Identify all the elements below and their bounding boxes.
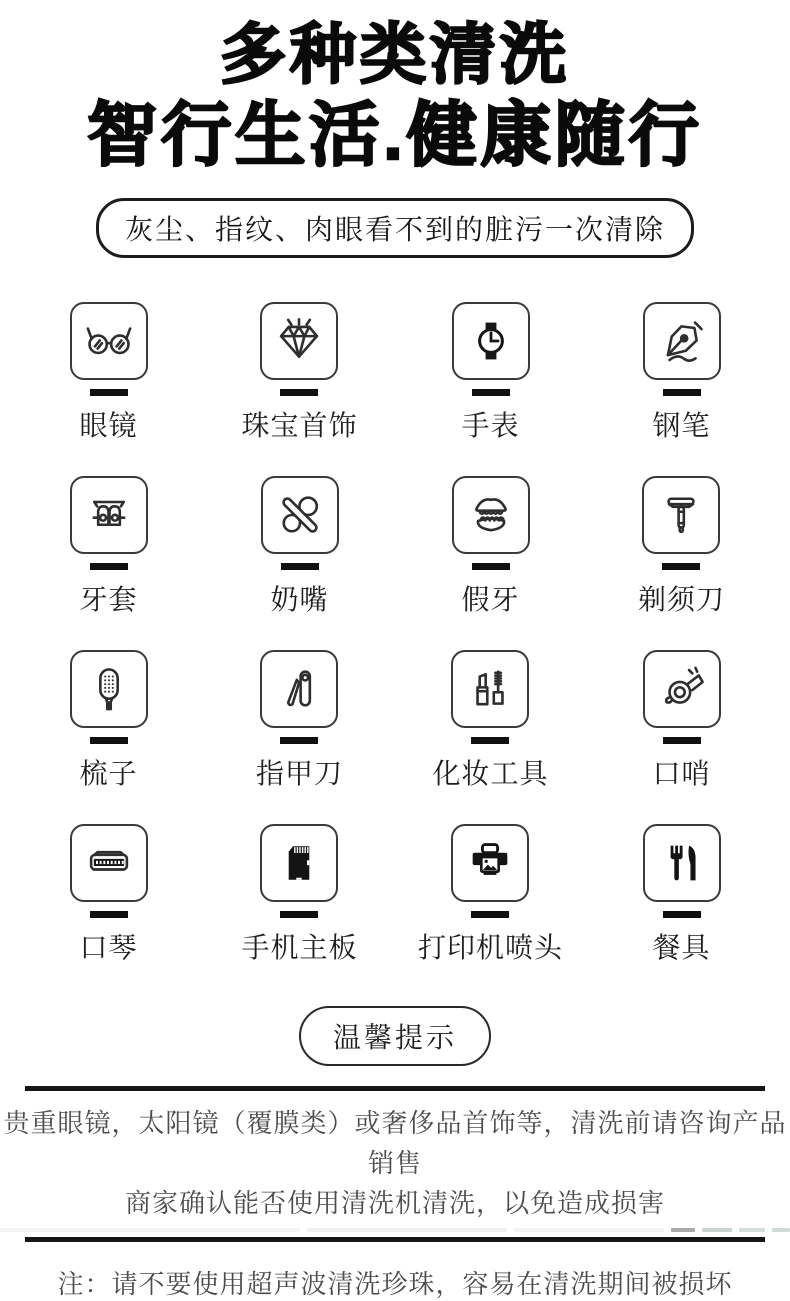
item-cell-braces	[70, 476, 148, 618]
hero-header	[0, 0, 790, 258]
icon-stand-bar	[90, 389, 128, 396]
item-cell-printer-head	[418, 824, 563, 966]
item-cell-comb	[70, 650, 148, 792]
makeup-tools-icon	[451, 650, 529, 728]
item-label: 手表	[461, 410, 520, 442]
icon-stand-bar	[662, 563, 700, 570]
item-cell-dentures	[452, 476, 530, 618]
footnote-text: 注：请不要使用超声波清洗珍珠，容易在清洗期间被损坏	[57, 1269, 733, 1300]
feature-pill: 灰尘、指纹、肉眼看不到的脏污一次清除	[96, 198, 694, 258]
item-label: 化妆工具	[432, 758, 549, 790]
item-cell-whistle	[643, 650, 721, 792]
cleanable-items-grid	[13, 302, 777, 966]
glasses-icon	[70, 302, 148, 380]
item-label: 打印机喷头	[417, 932, 563, 964]
fountain-pen-icon	[643, 302, 721, 380]
phone-motherboard-icon	[260, 824, 338, 902]
icon-stand-bar	[90, 737, 128, 744]
item-cell-phone-motherboard	[241, 824, 357, 966]
item-cell-glasses	[70, 302, 148, 444]
item-cell-pacifier	[261, 476, 339, 618]
item-cell-watch	[452, 302, 530, 444]
item-label: 假牙	[461, 584, 520, 616]
tableware-icon	[643, 824, 721, 902]
item-label: 眼镜	[79, 410, 138, 442]
item-cell-harmonica	[70, 824, 148, 966]
item-label: 梳子	[79, 758, 138, 790]
divider-top	[25, 1086, 765, 1091]
item-label: 奶嘴	[270, 584, 329, 616]
comb-icon	[70, 650, 148, 728]
dentures-icon	[452, 476, 530, 554]
icon-stand-bar	[472, 389, 510, 396]
item-cell-jewelry-diamond	[241, 302, 357, 444]
harmonica-icon	[70, 824, 148, 902]
item-label: 钢笔	[652, 410, 711, 442]
icon-stand-bar	[280, 389, 318, 396]
item-cell-makeup-tools	[432, 650, 548, 792]
page-subtitle: 智行生活.健康随行	[87, 95, 703, 174]
item-label: 珠宝首饰	[241, 410, 358, 442]
icon-stand-bar	[471, 911, 509, 918]
notice-line-1: 贵重眼镜，太阳镜（覆膜类）或奢侈品首饰等，清洗前请咨询产品销售	[3, 1108, 787, 1179]
notice-text	[0, 1103, 790, 1223]
jewelry-diamond-icon	[260, 302, 338, 380]
whistle-icon	[643, 650, 721, 728]
icon-stand-bar	[90, 563, 128, 570]
printer-head-icon	[451, 824, 529, 902]
icon-stand-bar	[663, 737, 701, 744]
item-label: 牙套	[79, 584, 138, 616]
icon-stand-bar	[472, 563, 510, 570]
icon-stand-bar	[663, 911, 701, 918]
divider-bottom	[25, 1237, 765, 1242]
item-label: 指甲刀	[255, 758, 343, 790]
item-cell-razor	[638, 476, 725, 618]
nail-clipper-icon	[260, 650, 338, 728]
tips-pill: 温馨提示	[299, 1006, 491, 1066]
icon-stand-bar	[663, 389, 701, 396]
item-label: 口琴	[79, 932, 138, 964]
item-label: 剃须刀	[637, 584, 725, 616]
item-cell-nail-clipper	[256, 650, 343, 792]
braces-icon	[70, 476, 148, 554]
icon-stand-bar	[471, 737, 509, 744]
icon-stand-bar	[280, 737, 318, 744]
item-label: 餐具	[652, 932, 711, 964]
icon-stand-bar	[90, 911, 128, 918]
item-label: 口哨	[652, 758, 711, 790]
razor-icon	[642, 476, 720, 554]
icon-stand-bar	[281, 563, 319, 570]
item-cell-fountain-pen	[643, 302, 721, 444]
pacifier-icon	[261, 476, 339, 554]
notice-line-2: 商家确认能否使用清洗机清洗，以免造成损害	[124, 1188, 665, 1219]
page-bottom-strip	[0, 1228, 790, 1232]
item-label: 手机主板	[241, 932, 358, 964]
watch-icon	[452, 302, 530, 380]
page-title: 多种类清洗	[220, 17, 570, 91]
icon-stand-bar	[280, 911, 318, 918]
item-cell-tableware	[643, 824, 721, 966]
